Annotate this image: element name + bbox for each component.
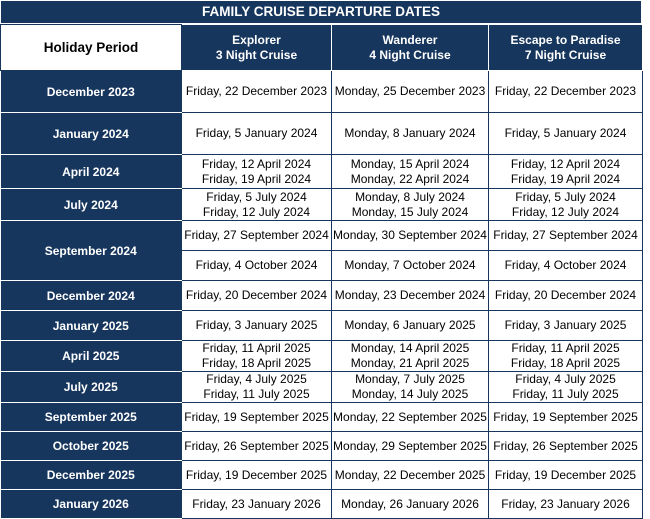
departure-date: Friday, 11 April 2025 <box>202 341 311 355</box>
table-row <box>1 372 643 403</box>
departure-date: Friday, 11 July 2025 <box>512 387 619 401</box>
departure-date-cell <box>489 113 643 155</box>
departure-date-cell <box>332 372 489 403</box>
table-row <box>1 71 643 113</box>
departure-date: Friday, 19 April 2024 <box>201 171 312 186</box>
departure-date: Friday, 18 April 2025 <box>510 356 621 370</box>
departure-date: Friday, 5 January 2024 <box>195 126 318 140</box>
departure-date-cell <box>182 403 332 432</box>
departure-date: Friday, 26 September 2025 <box>184 438 329 453</box>
departure-date: Friday, 4 July 2025 <box>515 372 616 386</box>
cruise-header-explorer <box>182 25 332 71</box>
departure-date-cell <box>332 71 489 113</box>
departure-date-cell <box>489 189 643 221</box>
table-row <box>1 113 643 155</box>
departure-date: Monday, 30 September 2024 <box>333 228 487 242</box>
departure-date: Friday, 3 January 2025 <box>504 318 627 332</box>
holiday-period-cell: December 2024 <box>1 281 182 311</box>
departure-date-cell <box>489 432 643 461</box>
departure-date-cell <box>489 71 643 113</box>
holiday-period-cell: January 2025 <box>1 311 182 341</box>
holiday-period-cell: January 2024 <box>1 113 182 155</box>
departure-date: Monday, 14 July 2025 <box>351 387 469 401</box>
departure-date: Friday, 26 September 2025 <box>493 438 638 453</box>
cruise-length: 7 Night Cruise <box>524 47 607 62</box>
departure-date: Monday, 15 July 2024 <box>351 204 469 219</box>
departure-date: Friday, 20 December 2024 <box>494 288 637 302</box>
holiday-period-cell: December 2023 <box>1 71 182 113</box>
table-row <box>1 403 643 432</box>
departure-date: Monday, 26 January 2026 <box>341 496 479 511</box>
departure-date: Monday, 29 September 2025 <box>333 438 487 453</box>
departure-date-cell <box>489 281 643 311</box>
departure-date-cell <box>332 281 489 311</box>
departure-date: Monday, 8 July 2024 <box>355 189 465 204</box>
cruise-header-wanderer <box>332 25 489 71</box>
departure-date: Friday, 4 July 2025 <box>206 372 307 386</box>
departure-date-cell <box>182 311 332 341</box>
departure-date: Monday, 15 April 2024 <box>350 156 470 171</box>
holiday-period-cell: October 2025 <box>1 432 182 461</box>
departure-date: Friday, 19 September 2025 <box>493 409 638 424</box>
table-row <box>1 341 643 372</box>
departure-date-cell <box>332 311 489 341</box>
departure-date-cell <box>182 155 332 189</box>
departure-date: Friday, 11 July 2025 <box>203 387 310 401</box>
table-row <box>1 461 643 490</box>
departure-date: Friday, 27 September 2024 <box>493 228 638 242</box>
departure-date-cell <box>332 490 489 519</box>
holiday-period-cell: April 2024 <box>1 155 182 189</box>
holiday-period-cell: July 2024 <box>1 189 182 221</box>
departure-date: Friday, 20 December 2024 <box>185 288 328 302</box>
departure-date: Friday, 5 July 2024 <box>206 189 307 204</box>
departure-date-cell <box>332 403 489 432</box>
departure-date: Monday, 6 January 2025 <box>344 318 476 332</box>
departure-date-cell <box>489 461 643 490</box>
departure-date: Friday, 12 April 2024 <box>201 156 312 171</box>
cruise-length: 4 Night Cruise <box>369 47 451 62</box>
departure-date-cell <box>332 189 489 221</box>
departure-date: Friday, 11 April 2025 <box>511 341 620 355</box>
departure-date-cell <box>182 189 332 221</box>
holiday-period-cell: January 2026 <box>1 490 182 519</box>
departure-date-cell <box>489 372 643 403</box>
departure-date-cell <box>182 372 332 403</box>
departure-date-cell <box>332 461 489 490</box>
table-row <box>1 221 643 251</box>
departure-date-cell <box>182 461 332 490</box>
departure-date: Monday, 25 December 2023 <box>334 84 486 98</box>
departure-date: Monday, 7 July 2025 <box>355 372 465 386</box>
departure-date: Friday, 19 September 2025 <box>184 409 329 424</box>
departure-date-cell <box>182 251 332 281</box>
departure-date: Friday, 5 January 2024 <box>504 126 627 140</box>
departure-date-cell <box>489 403 643 432</box>
departure-date-cell <box>489 490 643 519</box>
departure-date: Friday, 19 December 2025 <box>494 467 637 482</box>
departure-date-cell <box>182 341 332 372</box>
departure-date-cell <box>489 221 643 251</box>
departure-date: Friday, 19 April 2024 <box>510 171 621 186</box>
departure-date-cell <box>182 71 332 113</box>
departure-date: Friday, 4 October 2024 <box>504 258 627 272</box>
holiday-period-cell: December 2025 <box>1 461 182 490</box>
cruise-header-escape-to-paradise <box>489 25 643 71</box>
departure-date-cell <box>332 155 489 189</box>
departure-date: Friday, 5 July 2024 <box>515 189 616 204</box>
departure-date-cell <box>182 221 332 251</box>
departure-date-cell <box>332 432 489 461</box>
departure-date-cell <box>489 251 643 281</box>
cruise-name: Escape to Paradise <box>510 32 621 47</box>
departure-date: Friday, 19 December 2025 <box>185 467 328 482</box>
departure-date-cell <box>489 155 643 189</box>
departure-date-cell <box>182 113 332 155</box>
cruise-name: Explorer <box>232 32 281 47</box>
departure-date-cell <box>182 490 332 519</box>
cruise-length: 3 Night Cruise <box>215 47 298 62</box>
departure-date: Monday, 7 October 2024 <box>344 258 476 272</box>
cruise-name: Wanderer <box>382 32 438 47</box>
departure-date: Friday, 23 January 2026 <box>501 496 630 511</box>
departure-date: Friday, 18 April 2025 <box>201 356 312 370</box>
holiday-period-cell: July 2025 <box>1 372 182 403</box>
departure-date: Friday, 22 December 2023 <box>185 84 328 98</box>
table-title: FAMILY CRUISE DEPARTURE DATES <box>0 0 642 24</box>
departure-date: Friday, 23 January 2026 <box>192 496 321 511</box>
table-row <box>1 490 643 519</box>
departure-date-cell <box>489 341 643 372</box>
departure-date-cell <box>332 341 489 372</box>
departure-date: Friday, 27 September 2024 <box>184 228 329 242</box>
departure-date: Friday, 22 December 2023 <box>494 84 637 98</box>
departure-table <box>0 24 643 519</box>
departure-date: Monday, 8 January 2024 <box>344 126 476 140</box>
departure-date-cell <box>489 311 643 341</box>
table-row <box>1 311 643 341</box>
departure-date-cell <box>332 113 489 155</box>
departure-date: Monday, 22 December 2025 <box>334 467 486 482</box>
holiday-period-cell: September 2024 <box>1 221 182 281</box>
departure-date: Monday, 14 April 2025 <box>350 341 470 355</box>
holiday-period-header: Holiday Period <box>1 25 182 71</box>
departure-date: Monday, 22 April 2024 <box>350 171 470 186</box>
departure-date: Friday, 3 January 2025 <box>195 318 318 332</box>
holiday-period-cell: September 2025 <box>1 403 182 432</box>
table-row <box>1 155 643 189</box>
departure-date: Monday, 22 September 2025 <box>333 409 487 424</box>
departure-date: Friday, 4 October 2024 <box>195 258 318 272</box>
departure-date-cell <box>332 221 489 251</box>
departure-date: Friday, 12 July 2024 <box>511 204 620 219</box>
table-row <box>1 189 643 221</box>
departure-date-cell <box>332 251 489 281</box>
header-row <box>1 25 643 71</box>
holiday-period-cell: April 2025 <box>1 341 182 372</box>
table-row <box>1 281 643 311</box>
departure-date: Monday, 21 April 2025 <box>350 356 470 370</box>
departure-date-cell <box>182 432 332 461</box>
table-row <box>1 432 643 461</box>
departure-date: Monday, 23 December 2024 <box>334 288 486 302</box>
departure-date: Friday, 12 July 2024 <box>202 204 311 219</box>
departure-date-cell <box>182 281 332 311</box>
departure-date: Friday, 12 April 2024 <box>510 156 621 171</box>
